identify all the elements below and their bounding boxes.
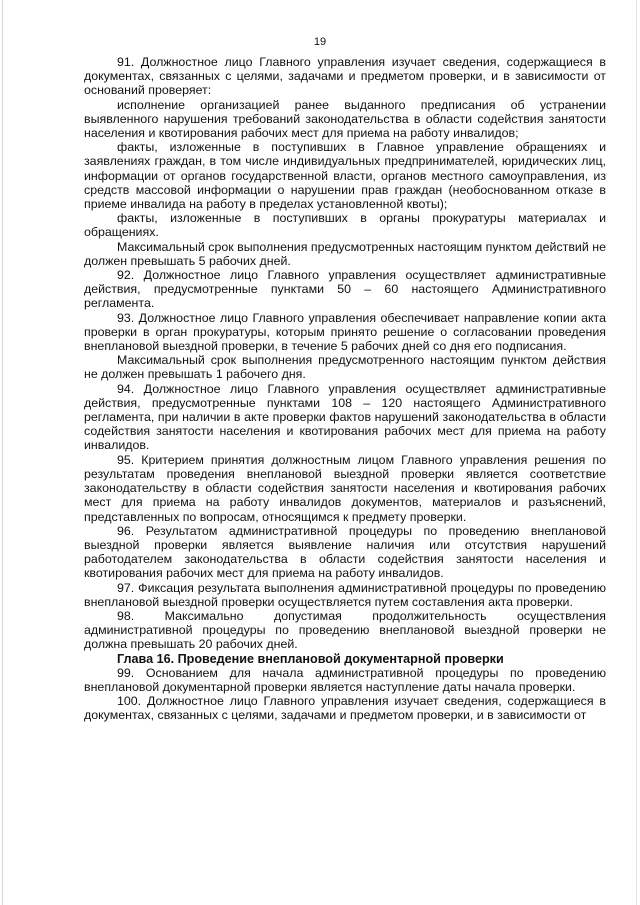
paragraph-99: 99. Основанием для начала административной процедуры по проведению внеплановой документарной проверки является наступление даты начала проверки. <box>84 665 606 694</box>
scan-edge-right <box>636 0 637 905</box>
document-body <box>84 55 606 723</box>
paragraph-96: 96. Результатом административной процедуры по проведению внеплановой выездной проверки является выявление наличия или отсутствия нарушений работодателем законодательства в области содействия занятости населения и квотирования рабочих мест для приема на работу инвалидов. <box>84 523 606 581</box>
paragraph-97: 97. Фиксация результата выполнения административной процедуры по проведению внеплановой выездной проверки осуществляется путем составления акта проверки. <box>84 580 606 609</box>
paragraph-100: 100. Должностное лицо Главного управления изучает сведения, содержащиеся в документах, связанных с целями, задачами и предметом проверки, и в зависимости от <box>84 694 606 723</box>
paragraph-91-item-2: факты, изложенные в поступивших в Главное управление обращениях и заявлениях граждан, в том числе индивидуальных предпринимателей, юридических лиц, информации от органов государственной власти, органов местного самоуправления, из средств массовой информации о нарушении прав граждан (необоснованном отказе в приеме инвалида на работу в пределах установленной квоты); <box>84 140 606 212</box>
paragraph-92: 92. Должностное лицо Главного управления осуществляет административные действия, предусмотренные пунктами 50 – 60 настоящего Административного регламента. <box>84 268 606 311</box>
paragraph-91-item-1: исполнение организацией ранее выданного предписания об устранении выявленного нарушения требований законодательства в области содействия занятости населения и квотирования рабочих мест для приема на работу инвалидов; <box>84 97 606 141</box>
paragraph-91-item-3: факты, изложенные в поступивших в органы прокуратуры материалах и обращениях. <box>84 211 606 240</box>
paragraph-91: 91. Должностное лицо Главного управления изучает сведения, содержащиеся в документах, связанных с целями, задачами и предметом проверки, и в зависимости от оснований проверяет: <box>84 55 606 98</box>
paragraph-93: 93. Должностное лицо Главного управления обеспечивает направление копии акта проверки в орган прокуратуры, которым принято решение о согласовании проведения внеплановой выездной проверки, в течение 5 рабочих дней со дня его подписания. <box>84 310 606 354</box>
paragraph-98: 98. Максимально допустимая продолжительность осуществления административной процедуры по проведению внеплановой выездной проверки не должна превышать 20 рабочих дней. <box>84 608 606 652</box>
paragraph-91-deadline: Максимальный срок выполнения предусмотренных настоящим пунктом действий не должен превышать 5 рабочих дней. <box>84 239 606 268</box>
paragraph-94: 94. Должностное лицо Главного управления осуществляет административные действия, предусмотренные пунктами 108 – 120 настоящего Административного регламента, при наличии в акте проверки фактов нарушений законодательства в области содействия занятости населения и квотирования рабочих мест для приема на работу инвалидов. <box>84 381 606 453</box>
page-number: 19 <box>313 36 327 48</box>
chapter-heading: Глава 16. Проведение внеплановой документарной проверки <box>117 651 504 666</box>
paragraph-93-deadline: Максимальный срок выполнения предусмотренного настоящим пунктом действия не должен превышать 1 рабочего дня. <box>84 353 606 382</box>
paragraph-95: 95. Критерием принятия должностным лицом Главного управления решения по результатам проведения внеплановой выездной проверки является соответствие законодательству в области содействия занятости населения и квотирования рабочих мест для приема на работу инвалидов документов, материалов и разъяснений, представленных по вопросам, относящимся к предмету проверки. <box>84 452 606 524</box>
scan-edge-left <box>2 0 3 905</box>
